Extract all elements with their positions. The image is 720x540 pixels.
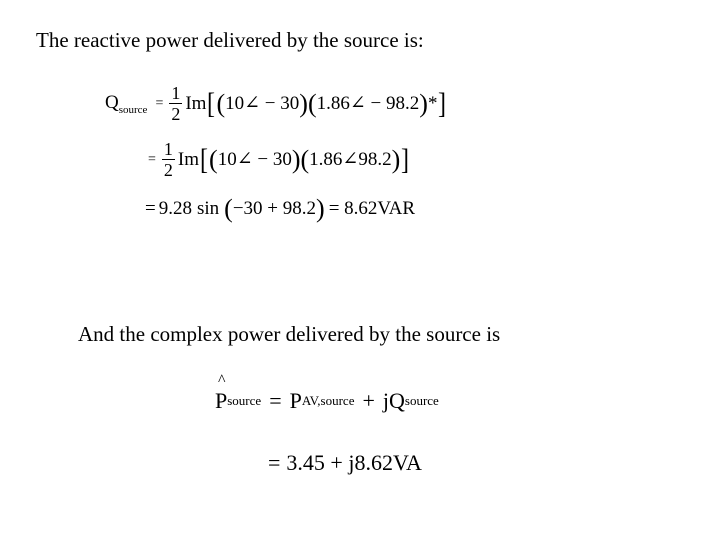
equals-sign: = xyxy=(268,450,281,475)
fraction-half xyxy=(169,84,182,123)
reactive-power-subscript: source xyxy=(404,393,439,408)
fraction-half xyxy=(162,140,175,179)
sine-function: sin xyxy=(196,198,220,219)
coefficient: 9.28 xyxy=(158,198,192,219)
im-operator: Im xyxy=(185,92,207,114)
left-bracket: [ xyxy=(207,86,216,120)
im-operator: Im xyxy=(177,148,200,170)
right-bracket: ] xyxy=(401,142,410,176)
average-power-subscript: AV,source xyxy=(301,393,355,408)
p-subscript: source xyxy=(227,393,262,408)
right-paren: ) xyxy=(299,88,308,118)
fraction-denominator: 2 xyxy=(171,104,181,124)
complex-power-heading: And the complex power delivered by the source is xyxy=(78,322,501,346)
complex-power-result: 3.45 + j8.62VA xyxy=(286,450,422,475)
left-paren: ( xyxy=(224,194,233,223)
phasor-current-conjugate: 1.86∠98.2 xyxy=(309,149,392,170)
reactive-power-heading: The reactive power delivered by the source is: xyxy=(36,28,424,52)
left-paren: ( xyxy=(216,88,226,118)
equation-line-3 xyxy=(145,196,415,222)
left-bracket: [ xyxy=(200,142,209,176)
right-paren: ) xyxy=(419,88,428,118)
plus-sign: + xyxy=(362,388,375,413)
reactive-power-result: = 8.62VAR xyxy=(328,198,416,219)
sine-argument: −30 + 98.2 xyxy=(232,198,317,219)
right-paren: ) xyxy=(391,144,401,174)
phasor-voltage: 10∠ − 30 xyxy=(225,93,300,114)
equation-line-2 xyxy=(145,140,410,179)
fraction-numerator: 1 xyxy=(163,139,173,159)
fraction-numerator: 1 xyxy=(171,83,181,103)
equation-line-1 xyxy=(105,84,447,123)
equals-sign: = xyxy=(145,198,156,219)
equals-sign: = xyxy=(148,151,156,167)
left-paren: ( xyxy=(209,144,218,174)
reactive-power-symbol: jQ xyxy=(382,388,405,413)
equation-line-5 xyxy=(265,450,422,476)
fraction-denominator: 2 xyxy=(163,160,173,180)
phasor-voltage: 10∠ − 30 xyxy=(217,149,292,170)
p-hat-symbol xyxy=(215,388,227,414)
q-subscript: source xyxy=(118,103,148,116)
conjugate-star: * xyxy=(427,92,438,114)
right-paren: ) xyxy=(291,144,301,174)
q-symbol: $Q_{source}$ xyxy=(105,91,148,116)
right-paren: ) xyxy=(316,194,325,223)
average-power-symbol: P xyxy=(289,388,302,413)
left-paren: ( xyxy=(300,144,310,174)
right-bracket: ] xyxy=(438,86,447,120)
equals-sign: = xyxy=(269,388,282,413)
equation-line-4 xyxy=(215,388,439,414)
p-symbol: P xyxy=(215,388,228,413)
left-paren: ( xyxy=(307,88,317,118)
equals-sign: = xyxy=(155,95,164,111)
phasor-current: 1.86∠ − 98.2 xyxy=(316,93,420,114)
